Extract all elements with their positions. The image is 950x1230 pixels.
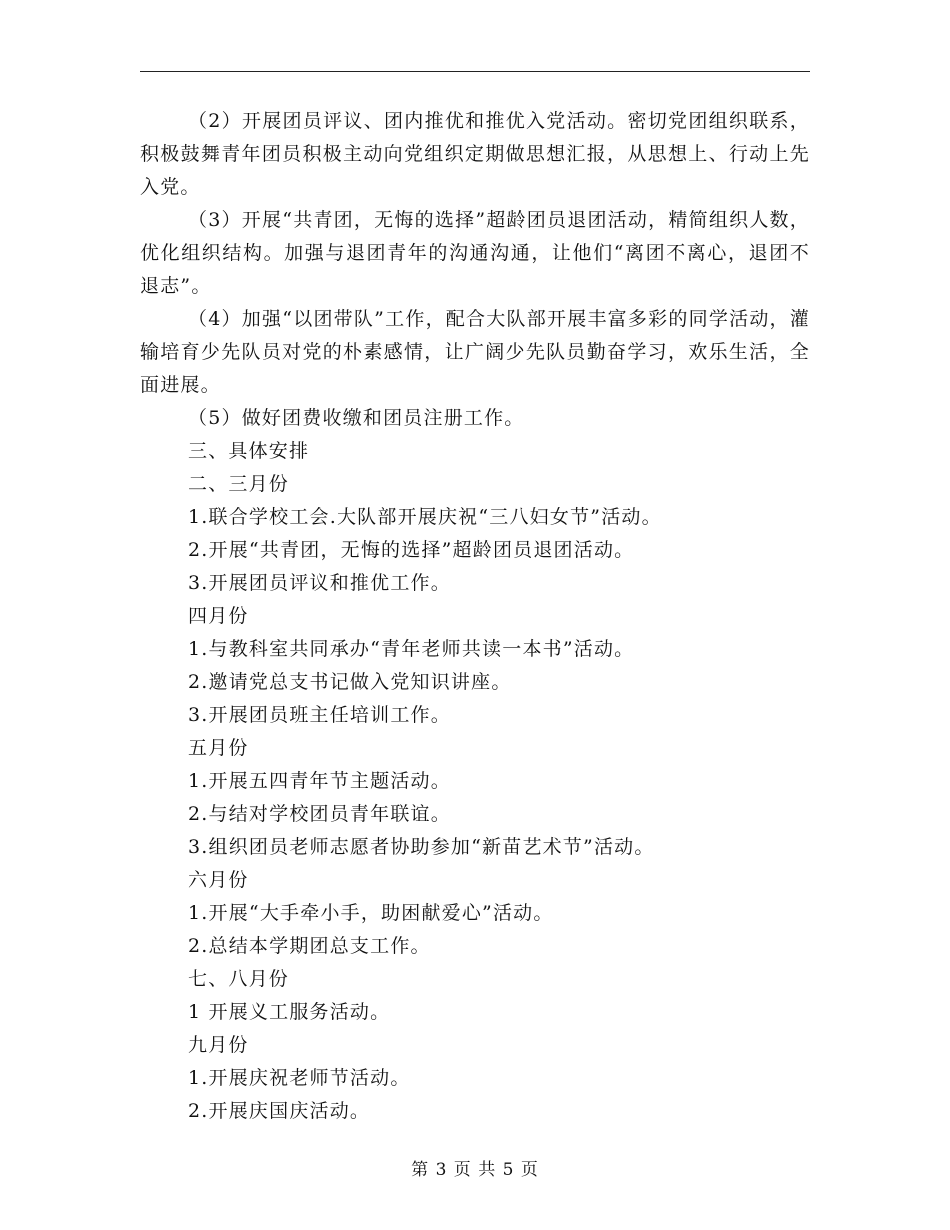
list-item: 2.与结对学校团员青年联谊。 [188, 803, 451, 825]
paragraph-item-4: （4）加强“以团带队”工作，配合大队部开展丰富多彩的同学活动，灌输培育少先队员对党的朴素感情，让广阔少先队员勤奋学习，欢乐生活，全面进展。 [140, 308, 810, 396]
list-item: 1.开展庆祝老师节活动。 [188, 1067, 411, 1089]
month-heading: 六月份 [188, 869, 249, 891]
month-heading: 七、八月份 [188, 968, 290, 990]
list-item: 2.邀请党总支书记做入党知识讲座。 [188, 671, 512, 693]
paragraph-item-5: （5）做好团费收缴和团员注册工作。 [188, 407, 525, 429]
list-item: 1.开展“大手牵小手，助困献爱心”活动。 [188, 902, 554, 924]
list-item: 1 开展义工服务活动。 [188, 1001, 391, 1023]
paragraph-item-3: （3）开展“共青团，无悔的选择”超龄团员退团活动，精简组织人数，优化组织结构。加强与退团青年的沟通沟通，让他们“离团不离心，退团不退志”。 [140, 209, 810, 297]
list-item: 1.与教科室共同承办“青年老师共读一本书”活动。 [188, 638, 635, 660]
header-rule [140, 71, 810, 72]
month-heading: 二、三月份 [188, 473, 290, 495]
document-body [140, 105, 810, 1128]
paragraph-item-2: （2）开展团员评议、团内推优和推优入党活动。密切党团组织联系，积极鼓舞青年团员积极主动向党组织定期做思想汇报，从思想上、行动上先入党。 [140, 110, 810, 198]
list-item: 3.组织团员老师志愿者协助参加“新苗艺术节”活动。 [188, 836, 655, 858]
list-item: 2.总结本学期团总支工作。 [188, 935, 431, 957]
month-heading: 四月份 [188, 605, 249, 627]
month-heading: 九月份 [188, 1034, 249, 1056]
list-item: 1.联合学校工会.大队部开展庆祝“三八妇女节”活动。 [188, 506, 662, 528]
list-item: 1.开展五四青年节主题活动。 [188, 770, 451, 792]
month-heading: 五月份 [188, 737, 249, 759]
list-item: 3.开展团员班主任培训工作。 [188, 704, 451, 726]
page-footer: 第 3 页 共 5 页 [411, 1160, 539, 1180]
section-heading: 三、具体安排 [188, 440, 310, 462]
list-item: 2.开展“共青团，无悔的选择”超龄团员退团活动。 [188, 539, 635, 561]
list-item: 2.开展庆国庆活动。 [188, 1100, 371, 1122]
list-item: 3.开展团员评议和推优工作。 [188, 572, 451, 594]
